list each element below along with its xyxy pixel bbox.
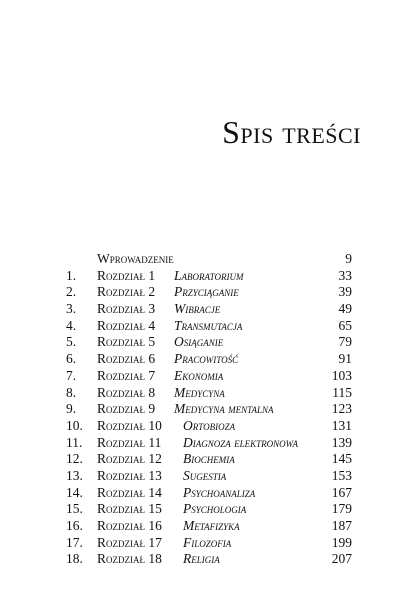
page-title: Spis treści — [222, 114, 361, 150]
chapter-label: Rozdział 7 — [97, 367, 156, 383]
chapter-page: 187 — [331, 518, 352, 533]
chapter-label: Rozdział 16 — [97, 518, 162, 533]
chapter-label: Rozdział 12 — [97, 451, 162, 467]
table-of-contents — [66, 251, 352, 568]
chapter-page: 103 — [331, 367, 352, 383]
chapter-name: Biochemia — [183, 451, 235, 467]
chapter-name: Przyciąganie — [174, 284, 239, 300]
chapter-page: 123 — [331, 401, 352, 417]
chapter-label: Rozdział 4 — [97, 317, 156, 333]
chapter-name: Ortobioza — [183, 417, 236, 433]
chapter-page: 167 — [331, 484, 352, 500]
chapter-page: 199 — [331, 534, 352, 550]
chapter-label: Rozdział 14 — [97, 484, 162, 500]
chapter-page: 145 — [331, 451, 352, 467]
chapter-page: 39 — [338, 284, 352, 300]
chapter-label: Rozdział 17 — [97, 534, 162, 550]
chapter-page: 139 — [331, 434, 352, 450]
chapter-name: Filozofia — [183, 534, 232, 550]
chapter-number: 12. — [66, 451, 83, 467]
toc-row[interactable] — [66, 401, 352, 418]
toc-row[interactable] — [66, 535, 352, 552]
chapter-label: Rozdział 8 — [97, 384, 156, 400]
chapter-page: 131 — [331, 417, 352, 433]
chapter-number: 7. — [66, 367, 77, 383]
chapter-number: 16. — [66, 518, 83, 533]
toc-row[interactable] — [66, 468, 352, 485]
chapter-label: Rozdział 9 — [97, 401, 156, 417]
toc-row[interactable] — [66, 501, 352, 518]
toc-intro-page: 9 — [345, 251, 352, 266]
toc-row[interactable] — [66, 551, 352, 568]
chapter-name: Pracowitość — [174, 351, 239, 367]
chapter-label: Rozdział 3 — [97, 301, 156, 317]
toc-row[interactable] — [66, 418, 352, 435]
chapter-label: Rozdział 11 — [97, 434, 162, 450]
toc-row[interactable] — [66, 435, 352, 452]
toc-row[interactable] — [66, 485, 352, 502]
chapter-label: Rozdział 18 — [97, 551, 162, 567]
chapter-label: Rozdział 10 — [97, 417, 162, 433]
toc-row[interactable] — [66, 334, 352, 351]
chapter-number: 11. — [66, 434, 83, 450]
chapter-number: 5. — [66, 334, 77, 350]
chapter-page: 49 — [338, 301, 352, 317]
chapter-name: Metafizyka — [183, 518, 240, 533]
toc-intro-label: Wprowadzenie — [97, 251, 174, 266]
chapter-label: Rozdział 6 — [97, 351, 156, 367]
chapter-label: Rozdział 5 — [97, 334, 156, 350]
chapter-number: 13. — [66, 467, 83, 483]
chapter-name: Laboratorium — [174, 267, 244, 283]
chapter-number: 18. — [66, 551, 83, 567]
chapter-name: Ekonomia — [174, 367, 224, 383]
chapter-name: Psychologia — [183, 501, 247, 517]
toc-row[interactable] — [66, 451, 352, 468]
chapter-number: 15. — [66, 501, 83, 517]
chapter-page: 33 — [338, 267, 352, 283]
chapter-label: Rozdział 15 — [97, 501, 162, 517]
toc-row[interactable] — [66, 318, 352, 335]
chapter-name: Sugestia — [183, 467, 227, 483]
toc-row[interactable] — [66, 518, 352, 535]
chapter-number: 1. — [66, 267, 77, 283]
chapter-name: Diagnoza elektronowa — [183, 434, 298, 450]
chapter-number: 4. — [66, 317, 77, 333]
chapter-number: 8. — [66, 384, 77, 400]
toc-row[interactable] — [66, 351, 352, 368]
chapter-label: Rozdział 1 — [97, 267, 156, 283]
chapter-number: 2. — [66, 284, 77, 300]
chapter-page: 79 — [338, 334, 352, 350]
toc-row[interactable] — [66, 284, 352, 301]
chapter-name: Wibracje — [174, 301, 221, 317]
chapter-number: 3. — [66, 301, 77, 317]
toc-row[interactable] — [66, 268, 352, 285]
chapter-label: Rozdział 2 — [97, 284, 156, 300]
chapter-page: 65 — [338, 317, 352, 333]
toc-intro-row[interactable] — [66, 251, 352, 268]
chapter-page: 207 — [331, 551, 352, 567]
toc-row[interactable] — [66, 385, 352, 402]
toc-row[interactable] — [66, 368, 352, 385]
chapter-name: Psychoanaliza — [183, 484, 256, 500]
chapter-number: 14. — [66, 484, 83, 500]
chapter-name: Osiąganie — [174, 334, 224, 350]
chapter-page: 153 — [331, 467, 352, 483]
chapter-page: 91 — [338, 351, 352, 367]
chapter-number: 17. — [66, 534, 83, 550]
chapter-name: Medycyna mentalna — [174, 401, 274, 417]
chapter-page: 179 — [331, 501, 352, 517]
chapter-page: 115 — [332, 384, 352, 400]
chapter-number: 10. — [66, 417, 83, 433]
chapter-name: Religia — [183, 551, 220, 567]
chapter-name: Transmutacja — [174, 317, 243, 333]
toc-row[interactable] — [66, 301, 352, 318]
chapter-name: Medycyna — [174, 384, 225, 400]
chapter-number: 6. — [66, 351, 77, 367]
chapter-number: 9. — [66, 401, 77, 417]
chapter-label: Rozdział 13 — [97, 467, 162, 483]
